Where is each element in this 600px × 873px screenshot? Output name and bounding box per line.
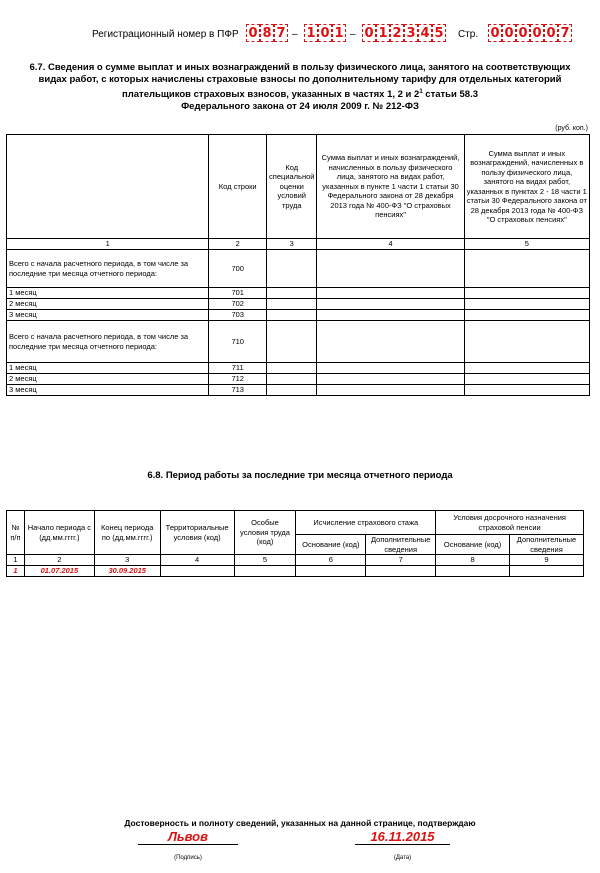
date-label: (Дата) (393, 855, 412, 861)
header-cell: Сумма выплат и иных вознаграждений, начисленных в пользу физического лица, занятого на видах работ, указанных в пункте 1 части 1 статьи 30 Федерального закона от 28 декабря 2013 года № 400-ФЗ "О страховых пенсиях" (317, 135, 464, 239)
page-digit[interactable]: 0 (544, 24, 558, 42)
reg-number-label: Регистрационный номер в ПФР (92, 29, 239, 40)
value-cell[interactable] (464, 250, 589, 288)
value-cell[interactable] (267, 250, 317, 288)
value-cell[interactable] (317, 385, 464, 396)
row-label: 3 месяц (7, 310, 209, 321)
value-cell[interactable] (267, 321, 317, 363)
value-cell[interactable] (317, 321, 464, 363)
value-cell[interactable] (317, 299, 464, 310)
value-cell[interactable] (464, 321, 589, 363)
signature-value[interactable] (138, 829, 238, 844)
page-digit[interactable]: 7 (558, 24, 572, 42)
row-label: 2 месяц (7, 299, 209, 310)
table-row (7, 299, 590, 310)
table-row (7, 310, 590, 321)
header-cell (7, 135, 209, 239)
row-number[interactable]: 1 (7, 565, 25, 576)
col-number: 3 (267, 239, 317, 250)
period-end-cell[interactable]: 30.09.2015 (94, 565, 160, 576)
reg-digit[interactable]: 4 (418, 24, 432, 42)
table-header-row (7, 135, 590, 239)
value-cell[interactable] (464, 299, 589, 310)
row-code: 712 (209, 374, 267, 385)
value-cell[interactable] (267, 288, 317, 299)
signature-line (138, 844, 238, 845)
reg-digit[interactable]: 2 (390, 24, 404, 42)
title-sup: 1 (419, 89, 423, 95)
table-row (7, 363, 590, 374)
page-digit[interactable]: 0 (530, 24, 544, 42)
col-number: 1 (7, 555, 25, 566)
value-cell[interactable] (464, 385, 589, 396)
header-cell: Начало периода с (дд.мм.гггг.) (24, 511, 94, 555)
reg-dash: – (292, 29, 298, 40)
reg-digit[interactable]: 1 (304, 24, 318, 42)
confirm-text: Достоверность и полноту сведений, указанных на данной странице, подтверждаю (124, 818, 476, 828)
table-row (7, 250, 590, 288)
header-cell: Условия досрочного назначения страховой пенсии (436, 511, 584, 535)
row-label: 2 месяц (7, 374, 209, 385)
row-label: 1 месяц (7, 288, 209, 299)
title-line (0, 86, 600, 101)
row-code: 711 (209, 363, 267, 374)
title-line: 6.7. Сведения о сумме выплат и иных вознаграждений в пользу физического лица, занятого на соответствующих (29, 62, 571, 73)
row-label: 1 месяц (7, 363, 209, 374)
table-header-row (7, 511, 584, 535)
page-digit[interactable]: 0 (502, 24, 516, 42)
row-code: 713 (209, 385, 267, 396)
signature-caption (138, 846, 238, 864)
section-68-table (6, 510, 584, 577)
title-line: Федерального закона от 24 июля 2009 г. № 212-ФЗ (181, 101, 419, 113)
value-cell[interactable] (464, 363, 589, 374)
signature-label: (Подпись) (174, 855, 202, 861)
col-number: 2 (24, 555, 94, 566)
registration-row (0, 24, 600, 46)
reg-digit[interactable]: 5 (432, 24, 446, 42)
period-start-cell[interactable]: 01.07.2015 (24, 565, 94, 576)
column-number-row (7, 239, 590, 250)
header-cell: Территориальные условия (код) (160, 511, 234, 555)
col-number: 5 (234, 555, 296, 566)
row-code: 703 (209, 310, 267, 321)
value-cell[interactable] (464, 374, 589, 385)
row-label: Всего с начала расчетного периода, в том числе за последние три месяца отчетного периода: (7, 321, 209, 363)
date-value[interactable] (355, 829, 450, 844)
page-label: Стр. (458, 29, 479, 40)
reg-digit[interactable]: 1 (376, 24, 390, 42)
value-cell[interactable] (317, 374, 464, 385)
header-cell: Дополнительные сведения (366, 535, 436, 555)
row-label: Всего с начала расчетного периода, в том числе за последние три месяца отчетного периода: (7, 250, 209, 288)
value-cell[interactable] (464, 288, 589, 299)
value-cell[interactable] (234, 565, 296, 576)
col-number: 4 (160, 555, 234, 566)
signature-text: Львов (168, 829, 208, 844)
col-number: 5 (464, 239, 589, 250)
value-cell[interactable] (296, 565, 366, 576)
section-67-title (0, 62, 600, 113)
col-number: 2 (209, 239, 267, 250)
reg-digit[interactable]: 8 (260, 24, 274, 42)
date-text: 16.11.2015 (370, 829, 435, 844)
value-cell[interactable] (267, 310, 317, 321)
value-cell[interactable] (267, 374, 317, 385)
col-number: 6 (296, 555, 366, 566)
reg-digit[interactable]: 7 (274, 24, 288, 42)
title-line: видах работ, с которых начислены страховые взносы по дополнительному тарифу для отдельных категорий (38, 74, 562, 85)
title-text: статьи 58.3 (422, 89, 478, 101)
value-cell[interactable] (267, 299, 317, 310)
col-number: 3 (94, 555, 160, 566)
reg-digit[interactable]: 1 (332, 24, 346, 42)
row-code: 700 (209, 250, 267, 288)
value-cell[interactable] (464, 310, 589, 321)
header-cell: Дополнительные сведения (509, 535, 583, 555)
col-number: 8 (436, 555, 510, 566)
value-cell[interactable] (317, 310, 464, 321)
date-line (355, 844, 450, 845)
row-label: 3 месяц (7, 385, 209, 396)
row-code: 702 (209, 299, 267, 310)
value-cell[interactable] (366, 565, 436, 576)
table-row (7, 374, 590, 385)
reg-digit[interactable]: 0 (362, 24, 376, 42)
unit-label: (руб. коп.) (555, 125, 588, 132)
header-cell: № п/п (7, 511, 25, 555)
row-code: 701 (209, 288, 267, 299)
value-cell[interactable] (267, 385, 317, 396)
header-cell: Основание (код) (296, 535, 366, 555)
reg-digit[interactable]: 0 (246, 24, 260, 42)
reg-digit[interactable]: 3 (404, 24, 418, 42)
table-row (7, 565, 584, 576)
section-67-table (6, 134, 590, 396)
date-caption (355, 846, 450, 864)
page-digit[interactable]: 0 (516, 24, 530, 42)
header-cell: Код специальной оценки условий труда (267, 135, 317, 239)
value-cell[interactable] (317, 250, 464, 288)
column-number-row (7, 555, 584, 566)
col-number: 7 (366, 555, 436, 566)
value-cell[interactable] (267, 363, 317, 374)
col-number: 4 (317, 239, 464, 250)
col-number: 1 (7, 239, 209, 250)
reg-digit[interactable]: 0 (318, 24, 332, 42)
section-68-title: 6.8. Период работы за последние три месяца отчетного периода (147, 470, 453, 481)
header-cell: Конец периода по (дд.мм.гггг.) (94, 511, 160, 555)
table-row (7, 385, 590, 396)
header-cell: Исчисление страхового стажа (296, 511, 436, 535)
table-row (7, 288, 590, 299)
title-text: плательщиков страховых взносов, указанных в частях 1, 2 и 2 (122, 89, 420, 101)
reg-dash: – (350, 29, 356, 40)
page-digit[interactable]: 0 (488, 24, 502, 42)
header-cell: Сумма выплат и иных вознаграждений, начисленных в пользу физического лица, занятого на видах работ, указанных в пунктах 2 - 18 части 1 статьи 30 Федерального закона от 28 декабря 2013 года № 400-ФЗ "О страховых пенсиях" (464, 135, 589, 239)
value-cell[interactable] (160, 565, 234, 576)
header-cell: Особые условия труда (код) (234, 511, 296, 555)
col-number: 9 (509, 555, 583, 566)
value-cell[interactable] (509, 565, 583, 576)
value-cell[interactable] (317, 288, 464, 299)
header-cell: Основание (код) (436, 535, 510, 555)
value-cell[interactable] (436, 565, 510, 576)
row-code: 710 (209, 321, 267, 363)
value-cell[interactable] (317, 363, 464, 374)
table-row (7, 321, 590, 363)
header-cell: Код строки (209, 135, 267, 239)
